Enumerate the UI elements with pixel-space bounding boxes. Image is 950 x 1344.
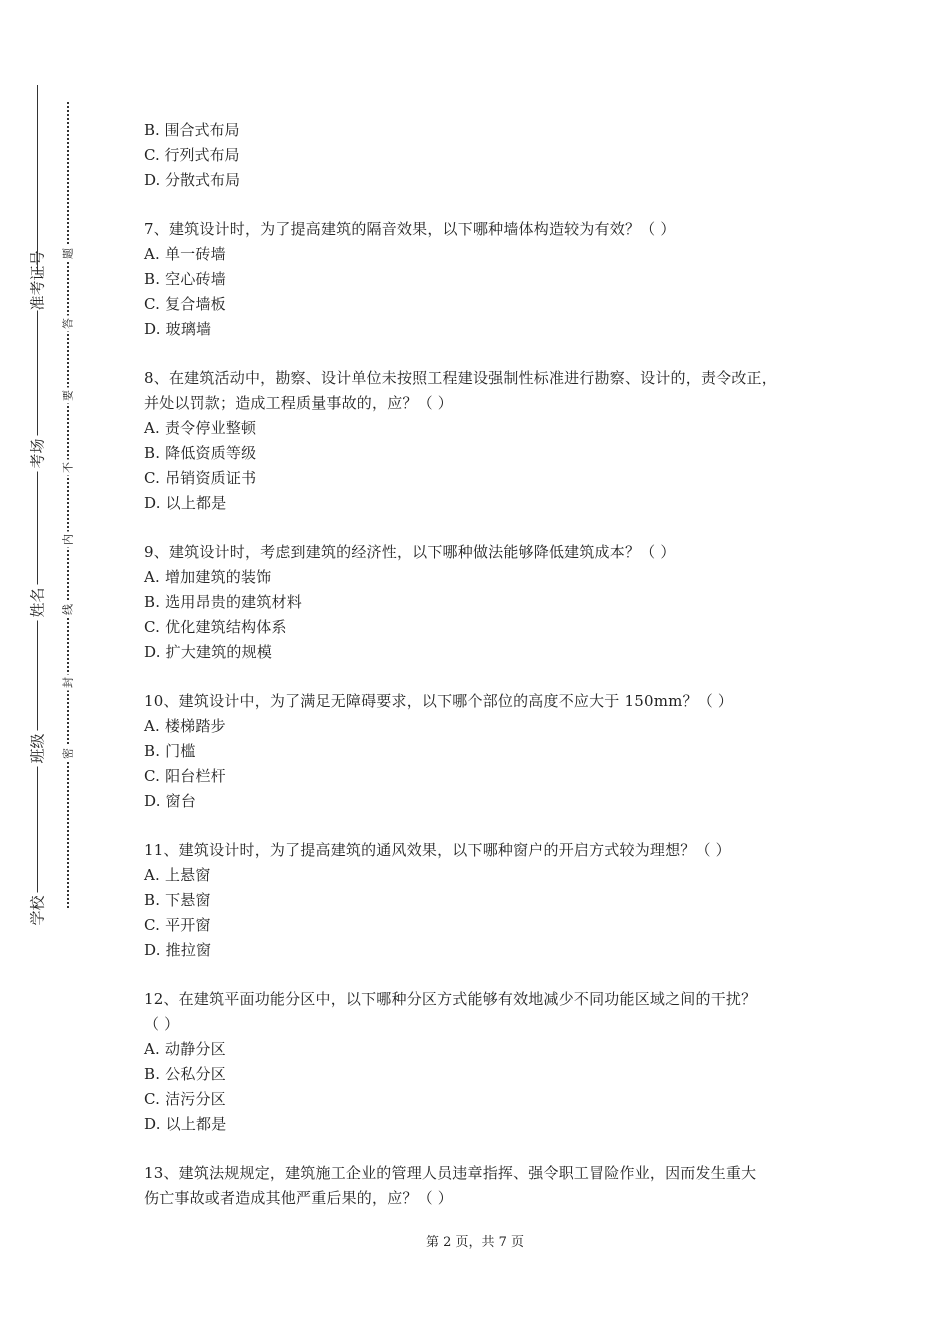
question-text: 并处以罚款；造成工程质量事故的，应？（ ） bbox=[144, 394, 453, 412]
question-text: 10、建筑设计中，为了满足无障碍要求，以下哪个部位的高度不应大于 150mm？（ ） bbox=[144, 692, 734, 710]
binding-solid-line bbox=[37, 85, 38, 925]
class-label: 班级 bbox=[28, 731, 49, 767]
option: D. 分散式布局 bbox=[144, 171, 241, 189]
option: C. 平开窗 bbox=[144, 916, 211, 934]
option: B. 下悬窗 bbox=[144, 891, 211, 909]
question-text: 伤亡事故或者造成其他严重后果的，应？（ ） bbox=[144, 1189, 453, 1207]
page-number: 第 2 页，共 7 页 bbox=[425, 1235, 525, 1250]
option: C. 优化建筑结构体系 bbox=[144, 618, 287, 636]
question-text: 12、在建筑平面功能分区中，以下哪种分区方式能够有效地减少不同功能区域之间的干扰？ bbox=[144, 990, 757, 1008]
seal-char: 线 bbox=[61, 602, 76, 618]
seal-char: 密 bbox=[61, 746, 76, 762]
option: C. 行列式布局 bbox=[144, 146, 240, 164]
question-text: 13、建筑法规规定，建筑施工企业的管理人员违章指挥、强令职工冒险作业，因而发生重大 bbox=[144, 1164, 757, 1182]
seal-char: 不 bbox=[61, 460, 76, 476]
seal-char: 要 bbox=[61, 388, 76, 404]
question-11 bbox=[144, 838, 824, 963]
exam-number-label: 准考证号 bbox=[28, 250, 47, 311]
question-12 bbox=[144, 987, 824, 1137]
question-9 bbox=[144, 540, 824, 665]
option: D. 以上都是 bbox=[144, 1115, 227, 1133]
option: D. 扩大建筑的规模 bbox=[144, 643, 273, 661]
seal-char: 答 bbox=[61, 316, 76, 332]
option: C. 阳台栏杆 bbox=[144, 767, 226, 785]
option: B. 围合式布局 bbox=[144, 121, 240, 139]
option: C. 吊销资质证书 bbox=[144, 469, 257, 487]
option: D. 推拉窗 bbox=[144, 941, 212, 959]
option: C. 洁污分区 bbox=[144, 1090, 226, 1108]
name-label: 姓名 bbox=[28, 585, 49, 621]
seal-char: 内 bbox=[61, 532, 76, 548]
binding-margin bbox=[0, 0, 90, 1344]
question-text: 8、在建筑活动中，勘察、设计单位未按照工程建设强制性标准进行勘察、设计的，责令改正， bbox=[144, 369, 777, 387]
question-10 bbox=[144, 689, 824, 814]
exam-room-label: 考场 bbox=[28, 436, 49, 472]
question-8 bbox=[144, 366, 824, 516]
option: D. 以上都是 bbox=[144, 494, 227, 512]
option: A. 责令停业整顿 bbox=[144, 419, 257, 437]
option: A. 增加建筑的装饰 bbox=[144, 568, 272, 586]
seal-char: 封 bbox=[61, 675, 76, 691]
seal-char: 题 bbox=[61, 246, 76, 262]
option: D. 玻璃墙 bbox=[144, 320, 212, 338]
option: B. 空心砖墙 bbox=[144, 270, 226, 288]
question-text: 9、建筑设计时，考虑到建筑的经济性，以下哪种做法能够降低建筑成本？（ ） bbox=[144, 543, 676, 561]
option: B. 选用昂贵的建筑材料 bbox=[144, 593, 302, 611]
option: A. 动静分区 bbox=[144, 1040, 226, 1058]
lead-options bbox=[144, 118, 824, 193]
question-text: 11、建筑设计时，为了提高建筑的通风效果，以下哪种窗户的开启方式较为理想？（ ） bbox=[144, 841, 731, 859]
option: B. 公私分区 bbox=[144, 1065, 226, 1083]
option: A. 楼梯踏步 bbox=[144, 717, 226, 735]
question-text: 7、建筑设计时，为了提高建筑的隔音效果，以下哪种墙体构造较为有效？（ ） bbox=[144, 220, 676, 238]
option: A. 单一砖墙 bbox=[144, 245, 226, 263]
question-content bbox=[144, 118, 824, 1211]
option: B. 降低资质等级 bbox=[144, 444, 257, 462]
option: A. 上悬窗 bbox=[144, 866, 211, 884]
question-13 bbox=[144, 1161, 824, 1211]
option: C. 复合墙板 bbox=[144, 295, 226, 313]
binding-dotted-line bbox=[67, 102, 69, 908]
school-label: 学校 bbox=[28, 893, 49, 929]
question-7 bbox=[144, 217, 824, 342]
question-text: （ ） bbox=[144, 1015, 180, 1033]
option: B. 门槛 bbox=[144, 742, 196, 760]
option: D. 窗台 bbox=[144, 792, 197, 810]
